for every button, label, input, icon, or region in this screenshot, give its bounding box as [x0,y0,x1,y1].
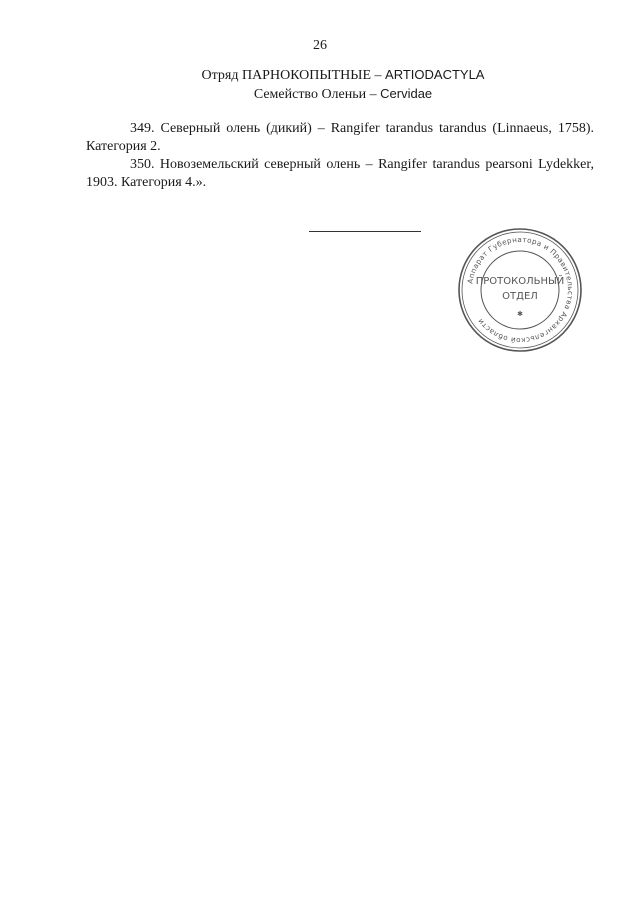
official-stamp [456,226,584,354]
entry-349 [86,120,594,156]
end-divider [309,231,421,232]
family-heading [0,85,640,103]
stamp-center-line-2: ОТДЕЛ [502,291,538,302]
entry-350-text: 350. Новоземельский северный олень – Rangifer tarandus pearsoni Lydekker, 1903. Категория 4.». [86,157,594,190]
entry-349-text: 349. Северный олень (дикий) – Rangifer tarandus tarandus (Linnaeus, 1758). Категория 2. [86,121,594,154]
stamp-outer-ring [459,229,581,351]
order-heading-ru: Отряд ПАРНОКОПЫТНЫЕ – [201,68,386,83]
family-heading-ru: Семейство Оленьи – [253,87,381,102]
stamp-ring-text: Аппарат Губернатора и Правительства Архангельской области [465,234,576,346]
family-heading-latin: Cervidae [380,86,433,101]
page-number: 26 [313,38,327,53]
order-heading-latin: ARTIODACTYLA [385,67,485,82]
order-heading [0,66,640,84]
stamp-star-icon: ✱ [517,310,523,318]
stamp-center-line-1: ПРОТОКОЛЬНЫЙ [475,276,565,287]
stamp-outer-ring-inner [462,232,578,348]
entry-350 [86,156,594,192]
